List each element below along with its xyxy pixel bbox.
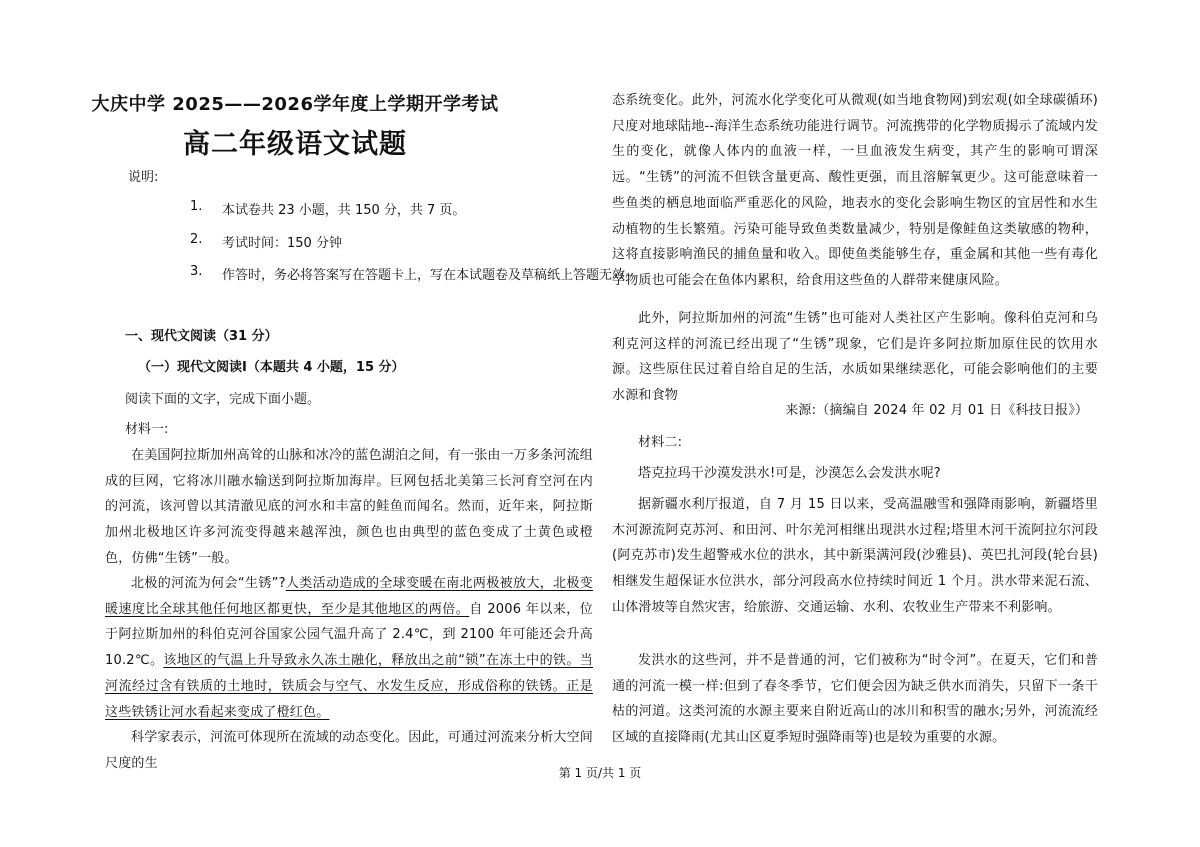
underlined-sentence: 该地区的气温上升导致永久冻土融化，释放出之前“锁”在冻土中的铁。当河流经过含有铁质的土地时，铁质会与空气、水发生反应，形成俗称的铁锈。正是这些铁锈让河水看起来变成了橙红色。 — [105, 653, 594, 720]
source-citation: 来源:（摘编自 2024 年 02 月 01 日《科技日报》） — [785, 403, 1089, 418]
question-sentence: 北极的河流为何会“生锈”? — [131, 576, 286, 591]
instruction-item: 考试时间：150 分钟 — [222, 236, 342, 251]
material-one-paragraph-3-continued: 态系统变化。此外，河流水化学变化可从微观(如当地食物网)到宏观(如全球碳循环)尺度对地球陆地--海洋生态系统功能进行调节。河流携带的化学物质揭示了流域内发生的变化，就像人体内的血液一样，一旦血液发生病变，其产生的影响可谓深远。“生锈”的河流不但铁含量更高、酸性更强，而且溶解氧更少。这可能意味着一些鱼类的栖息地面临严重恶化的风险，地表水的变化会影响生物区的宜居性和水生动植物的生长繁殖。污染可能导致鱼类数量减少，特别是像鲑鱼这类敏感的物种，这将直接影响渔民的捕鱼量和收入。即使鱼类能够生存，重金属和其他一些有毒化学物质也可能会在鱼体内累积，给食用这些鱼的人群带来健康风险。 — [612, 93, 1098, 288]
material-two-paragraph: 据新疆水利厅报道，自 7 月 15 日以来，受高温融雪和强降雨影响，新疆塔里木河源流阿克苏河、和田河、叶尔羌河相继出现洪水过程;塔里木河干流阿拉尔河段(阿克苏市)发生超警戒水位的洪水，其中新渠满河段(沙雅县)、英巴扎河段(轮台县)相继发生超保证水位洪水，部分河段高水位持续时间近 1 个月。洪水带来泥石流、山体滑坡等自然灾害，给旅游、交通运输、水利、农牧业生产带来不利影响。 — [612, 497, 1098, 615]
data-sentence: 自 2006 年以来，位于阿拉斯加州的科伯克河谷国家公园气温升高了 2.4℃，到 2100 年可能还会升高 10.2℃。 — [105, 601, 593, 669]
school-exam-title: 大庆中学 2025——2026学年度上学期开学考试 — [91, 94, 499, 115]
instruction-item: 本试卷共 23 小题，共 150 分，共 7 页。 — [222, 203, 466, 218]
material-one-paragraph-3-start: 科学家表示，河流可体现所在流域的动态变化。因此，可通过河流来分析大空间尺度的生 — [105, 730, 594, 771]
instruction-num: 3. — [190, 264, 203, 279]
material-one-paragraph-2 — [105, 571, 593, 725]
underlined-sentence: 人类活动造成的全球变暖在南北两极被放大，北极变暖速度比全球其他任何地区都更快，至少是其他地区的两倍。 — [105, 576, 593, 617]
material-two-label: 材料二: — [638, 435, 683, 450]
exam-subject-title: 高二年级语文试题 — [183, 129, 407, 160]
section-title: 一、现代文阅读（31 分） — [125, 329, 278, 344]
reading-intro: 阅读下面的文字，完成下面小题。 — [125, 392, 321, 407]
instructions-label: 说明: — [128, 170, 159, 185]
instruction-num: 2. — [190, 232, 203, 247]
page-footer: 第 1 页/共 1 页 — [558, 766, 642, 780]
instruction-num: 1. — [190, 199, 203, 214]
material-two-paragraph-2: 发洪水的这些河，并不是普通的河，它们被称为“时令河”。在夏天，它们和普通的河流一模一样:但到了春冬季节，它们便会因为缺乏供水而消失，只留下一条干枯的河道。这类河流的水源主要来自附近高山的冰川和积雪的融水;另外，河流流经区域的直接降雨(尤其山区夏季短时强降雨等)也是较为重要的水源。 — [612, 653, 1098, 746]
material-one-paragraph: 在美国阿拉斯加州高耸的山脉和冰冷的蓝色湖泊之间，有一张由一万多条河流组成的巨网，它将冰川融水输送到阿拉斯加海岸。巨网包括北美第三长河育空河在内的河流，该河曾以其清澈见底的河水和丰富的鲑鱼而闻名。然而，近年来，阿拉斯加州北极地区许多河流变得越来越浑浊，颜色也由典型的蓝色变成了土黄色或橙色，仿佛“生锈”一般。 — [105, 448, 594, 566]
instruction-item: 作答时，务必将答案写在答题卡上，写在本试题卷及草稿纸上答题无效 — [222, 268, 626, 283]
material-one-paragraph-4: 此外，阿拉斯加州的河流“生锈”也可能对人类社区产生影响。像科伯克河和乌利克河这样的河流已经出现了“生锈”现象，它们是许多阿拉斯加原住民的饮用水源。这些原住民过着自给自足的生活，水质如果继续恶化，可能会影响他们的主要水源和食物 — [612, 311, 1098, 404]
material-two-headline: 塔克拉玛干沙漠发洪水!可是，沙漠怎么会发洪水呢? — [638, 466, 941, 481]
subsection-title: （一）现代文阅读I（本题共 4 小题，15 分） — [138, 360, 405, 375]
material-one-label: 材料一: — [125, 422, 169, 437]
